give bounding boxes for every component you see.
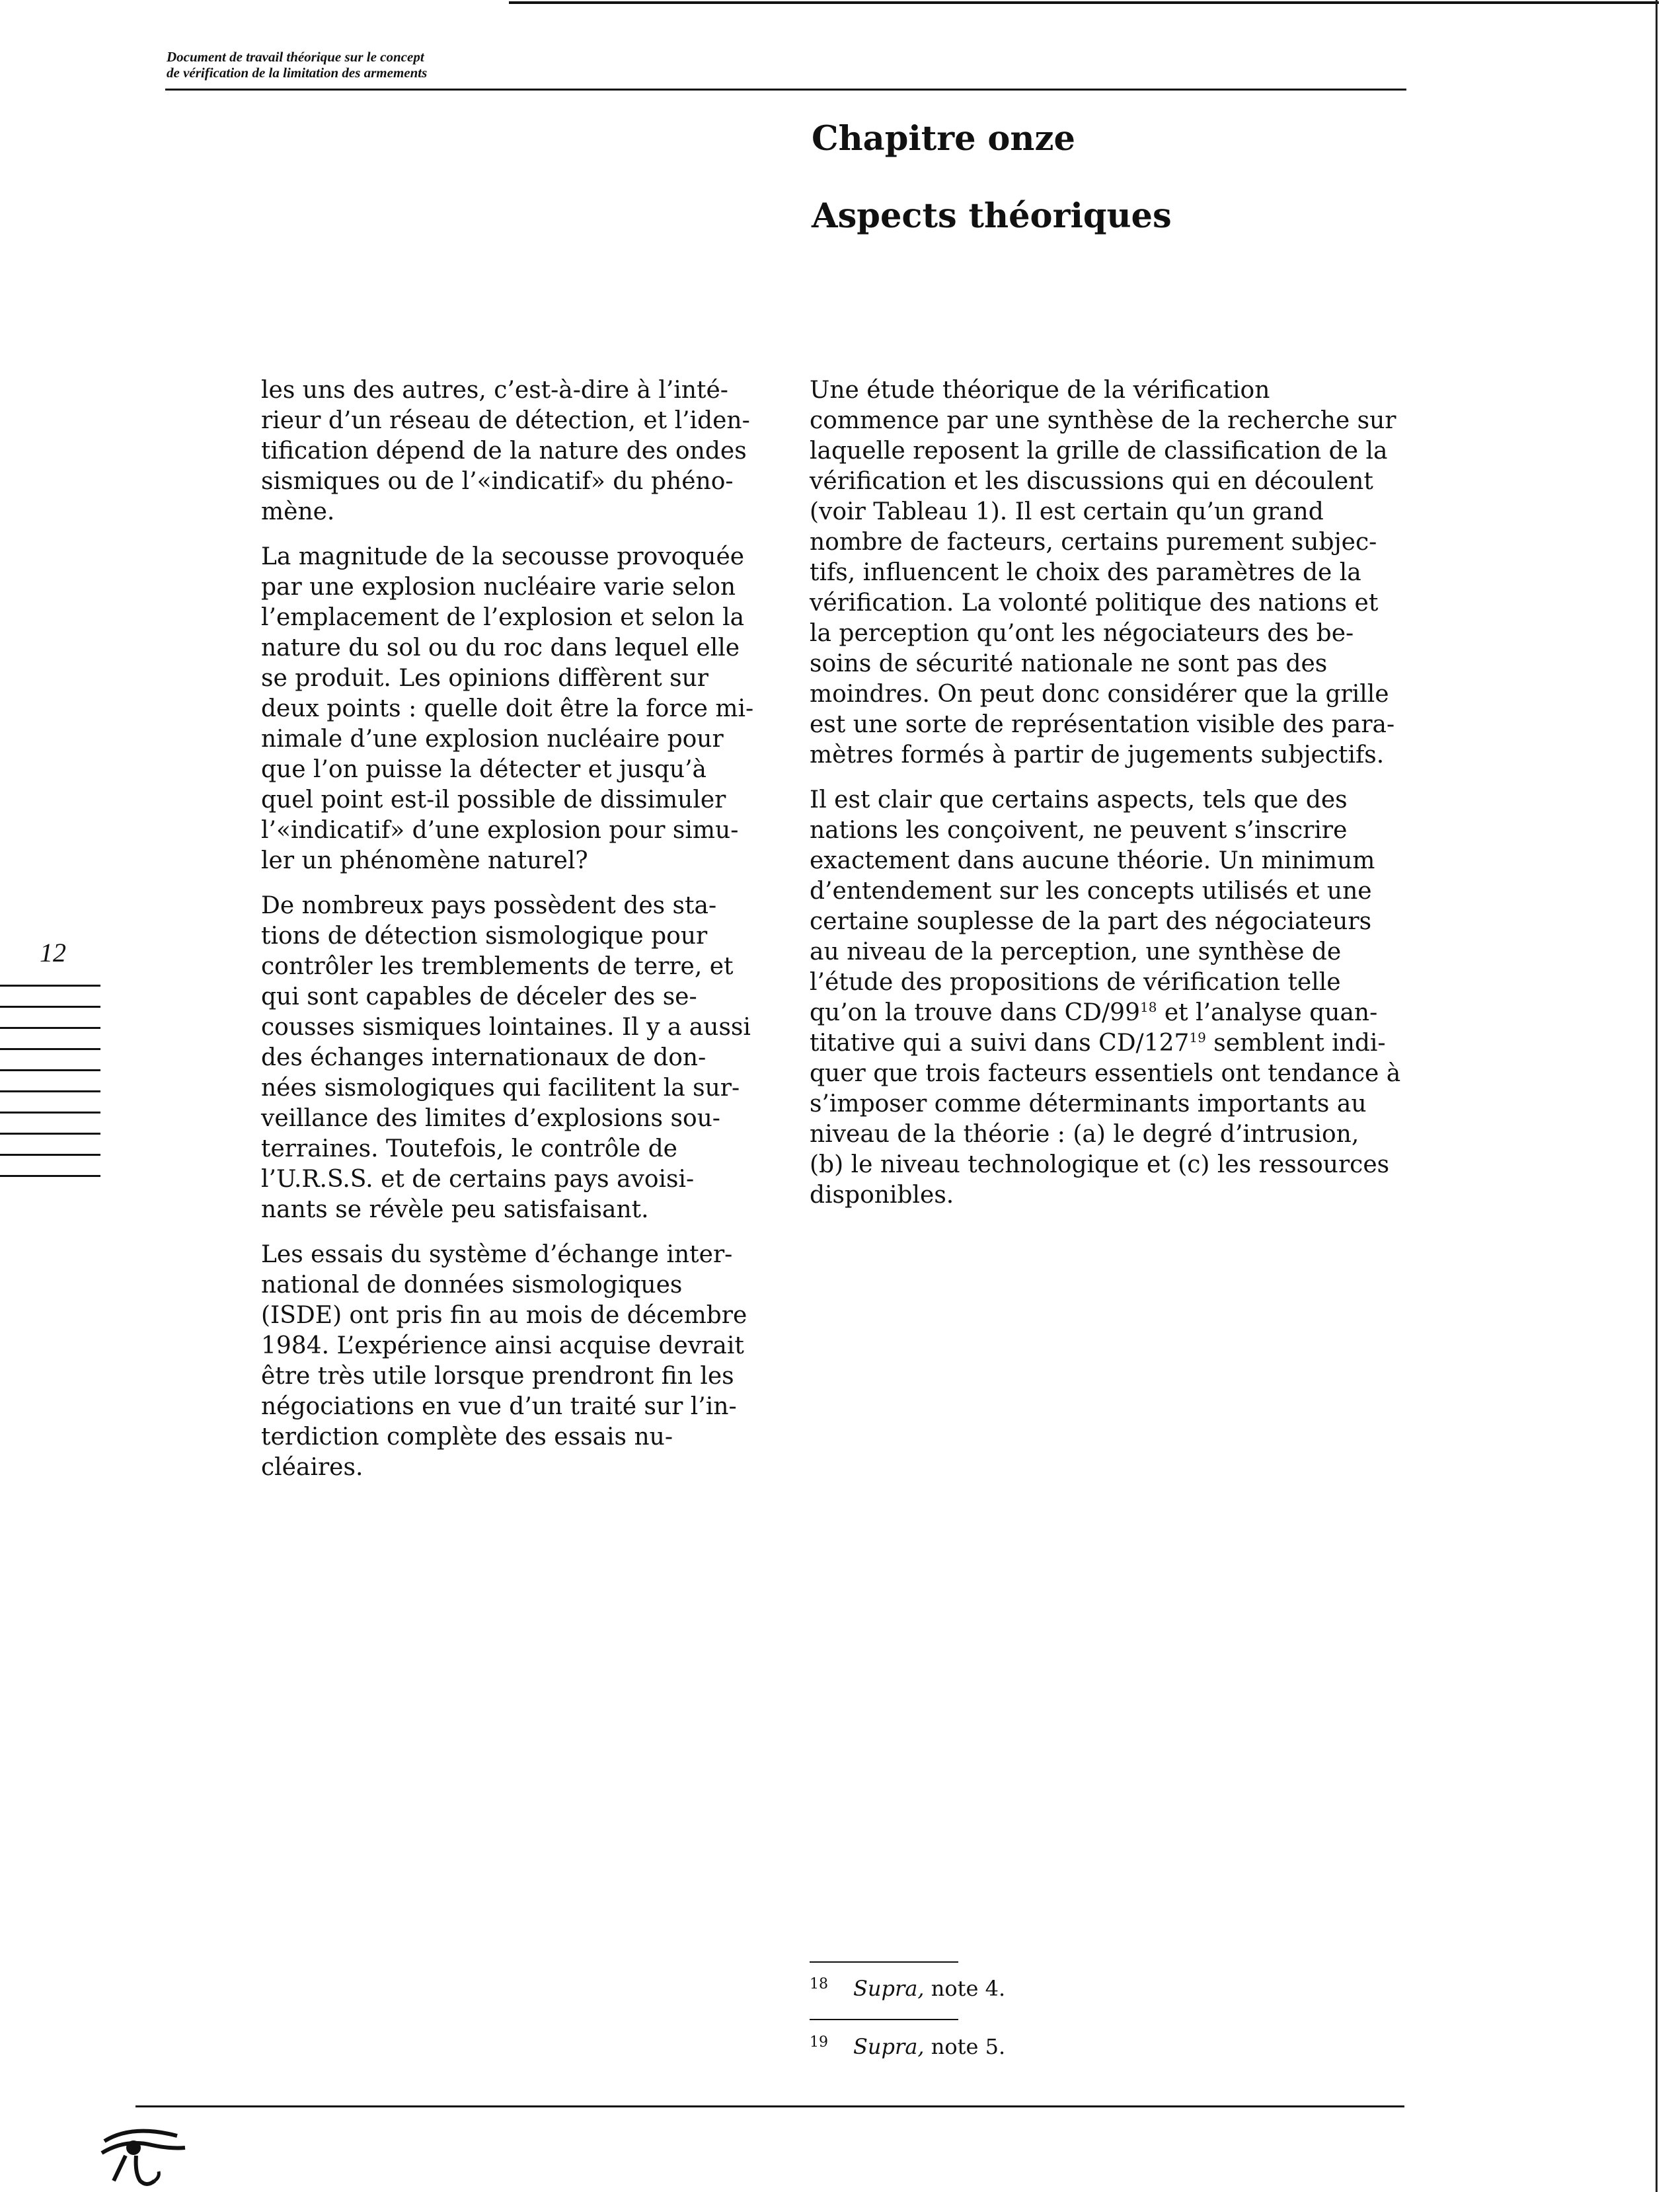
text-line: La magnitude de la secousse provoquée — [261, 543, 745, 570]
text-line: Les essais du système d’échange inter- — [261, 1241, 733, 1268]
text-line: nombre de facteurs, certains purement subjec- — [810, 529, 1377, 556]
text-line: cléaires. — [261, 1454, 363, 1481]
text-line: négociations en vue d’un traité sur l’in- — [261, 1393, 737, 1420]
text-line: nants se révèle peu satisfaisant. — [261, 1196, 649, 1223]
text-line: être très utile lorsque prendront fin les — [261, 1363, 734, 1390]
footnote-text: note 5. — [924, 2034, 1006, 2059]
text-line: laquelle reposent la grille de classification de la — [810, 437, 1388, 465]
footnote-18 — [810, 1976, 1005, 2001]
text-line: (voir Tableau 1). Il est certain qu’un grand — [810, 498, 1324, 525]
paragraph — [261, 1240, 753, 1483]
footnote-number: 19 — [810, 2034, 828, 2051]
text-line: est une sorte de représentation visible des para- — [810, 711, 1395, 738]
header-rule — [165, 89, 1406, 91]
text-line: nées sismologiques qui facilitent la sur- — [261, 1075, 740, 1102]
text-line: nature du sol ou du roc dans lequel elle — [261, 634, 740, 661]
chapter-subtitle: Aspects théoriques — [812, 196, 1172, 236]
paragraph — [261, 891, 753, 1225]
text-line: que l’on puisse la détecter et jusqu’à — [261, 756, 706, 783]
text-line: par une explosion nucléaire varie selon — [261, 574, 736, 601]
text-line — [810, 1028, 1400, 1059]
text-segment: titative qui a suivi dans CD/127 — [810, 1030, 1190, 1057]
text-line: 1984. L’expérience ainsi acquise devrait — [261, 1332, 744, 1359]
text-line: tification dépend de la nature des ondes — [261, 437, 747, 465]
footnote-ref-19: 19 — [1189, 1030, 1206, 1045]
text-line: terraines. Toutefois, le contrôle de — [261, 1135, 677, 1162]
text-line: commence par une synthèse de la recherche sur — [810, 407, 1396, 434]
text-line: De nombreux pays possèdent des sta- — [261, 892, 717, 919]
text-line: tions de détection sismologique pour — [261, 923, 708, 950]
text-segment: qu’on la trouve dans CD/99 — [810, 999, 1140, 1026]
footnote-source: Supra, — [853, 1976, 925, 2001]
footnote-rule — [810, 1961, 958, 1963]
text-line: soins de sécurité nationale ne sont pas des — [810, 650, 1328, 677]
margin-rule — [0, 1112, 100, 1114]
margin-rule — [0, 1048, 100, 1050]
text-line: terdiction complète des essais nu- — [261, 1423, 673, 1451]
text-line: niveau de la théorie : (a) le degré d’intrusion, — [810, 1121, 1359, 1148]
footnote-19 — [810, 2034, 1005, 2059]
text-line: cousses sismiques lointaines. Il y a aussi — [261, 1014, 751, 1041]
margin-rule — [0, 1090, 100, 1092]
text-line: l’«indicatif» d’une explosion pour simu- — [261, 817, 739, 844]
margin-rule — [0, 1006, 100, 1008]
text-line: deux points : quelle doit être la force mi- — [261, 695, 754, 722]
bottom-rule — [135, 2105, 1404, 2107]
text-line: Une étude théorique de la vérification — [810, 377, 1270, 404]
footnote-number: 18 — [810, 1976, 828, 1992]
text-line: (b) le niveau technologique et (c) les ressources — [810, 1151, 1390, 1178]
text-line: se produit. Les opinions diffèrent sur — [261, 665, 709, 692]
right-column — [810, 375, 1400, 1225]
running-head — [167, 49, 427, 81]
paragraph — [261, 542, 753, 876]
margin-rule — [0, 1027, 100, 1029]
text-line: contrôler les tremblements de terre, et — [261, 953, 734, 980]
text-line: d’entendement sur les concepts utilisés et une — [810, 878, 1372, 905]
margin-rule — [0, 1175, 100, 1177]
text-line: l’étude des propositions de vérification telle — [810, 969, 1341, 996]
text-line: rieur d’un réseau de détection, et l’iden- — [261, 407, 750, 434]
text-line: exactement dans aucune théorie. Un minimum — [810, 847, 1375, 874]
text-line: certaine souplesse de la part des négociateurs — [810, 908, 1372, 935]
margin-rule — [0, 1154, 100, 1156]
top-edge-line — [509, 1, 1659, 4]
chapter-title: Chapitre onze — [812, 119, 1075, 159]
text-line: ler un phénomène naturel? — [261, 847, 588, 874]
text-line: les uns des autres, c’est-à-dire à l’inté- — [261, 377, 728, 404]
text-line: l’U.R.S.S. et de certains pays avoisi- — [261, 1166, 695, 1193]
text-line — [810, 998, 1400, 1028]
text-line: qui sont capables de déceler des se- — [261, 983, 697, 1010]
footnote-text: note 4. — [924, 1976, 1006, 2001]
text-line: disponibles. — [810, 1182, 954, 1209]
text-line: l’emplacement de l’explosion et selon la — [261, 604, 745, 631]
margin-rule — [0, 1133, 100, 1135]
text-line: mètres formés à partir de jugements subjectifs. — [810, 741, 1385, 769]
text-line: (ISDE) ont pris fin au mois de décembre — [261, 1302, 747, 1329]
text-line: nations les conçoivent, ne peuvent s’inscrire — [810, 817, 1348, 844]
footnote-source: Supra, — [853, 2034, 925, 2059]
margin-rule — [0, 1069, 100, 1071]
text-line: national de données sismologiques — [261, 1271, 683, 1299]
text-line: tifs, influencent le choix des paramètres de la — [810, 559, 1361, 586]
text-line: moindres. On peut donc considérer que la grille — [810, 681, 1389, 708]
text-line: quer que trois facteurs essentiels ont tendance à — [810, 1060, 1401, 1087]
text-line: quel point est-il possible de dissimuler — [261, 786, 726, 813]
text-line: nimale d’une explosion nucléaire pour — [261, 726, 724, 753]
paragraph — [810, 785, 1400, 1211]
paragraph — [261, 375, 753, 527]
text-line: veillance des limites d’explosions sou- — [261, 1105, 720, 1132]
text-line: des échanges internationaux de don- — [261, 1044, 706, 1071]
text-line: s’imposer comme déterminants importants au — [810, 1090, 1367, 1117]
running-head-line-2: de vérification de la limitation des armements — [167, 65, 428, 81]
text-segment: et l’analyse quan- — [1157, 999, 1378, 1026]
page-number: 12 — [40, 938, 66, 967]
text-line: vérification et les discussions qui en découlent — [810, 468, 1373, 495]
footnote-rule — [810, 2019, 958, 2020]
margin-rules — [0, 985, 100, 1196]
left-column — [261, 375, 753, 1497]
running-head-line-1: Document de travail théorique sur le concept — [167, 49, 424, 65]
paragraph — [810, 375, 1400, 771]
text-line: mène. — [261, 498, 335, 525]
footnote-ref-18: 18 — [1139, 999, 1157, 1015]
text-line: au niveau de la perception, une synthèse de — [810, 938, 1342, 965]
text-line: sismiques ou de l’«indicatif» du phéno- — [261, 468, 734, 495]
page-right-edge — [1656, 0, 1658, 2192]
text-line: Il est clair que certains aspects, tels que des — [810, 786, 1348, 813]
text-segment: semblent indi- — [1205, 1030, 1386, 1057]
eye-of-horus-logo-icon — [99, 2121, 192, 2187]
text-line: la perception qu’ont les négociateurs des be- — [810, 620, 1354, 647]
margin-rule — [0, 985, 100, 987]
text-line: vérification. La volonté politique des nations et — [810, 589, 1379, 617]
